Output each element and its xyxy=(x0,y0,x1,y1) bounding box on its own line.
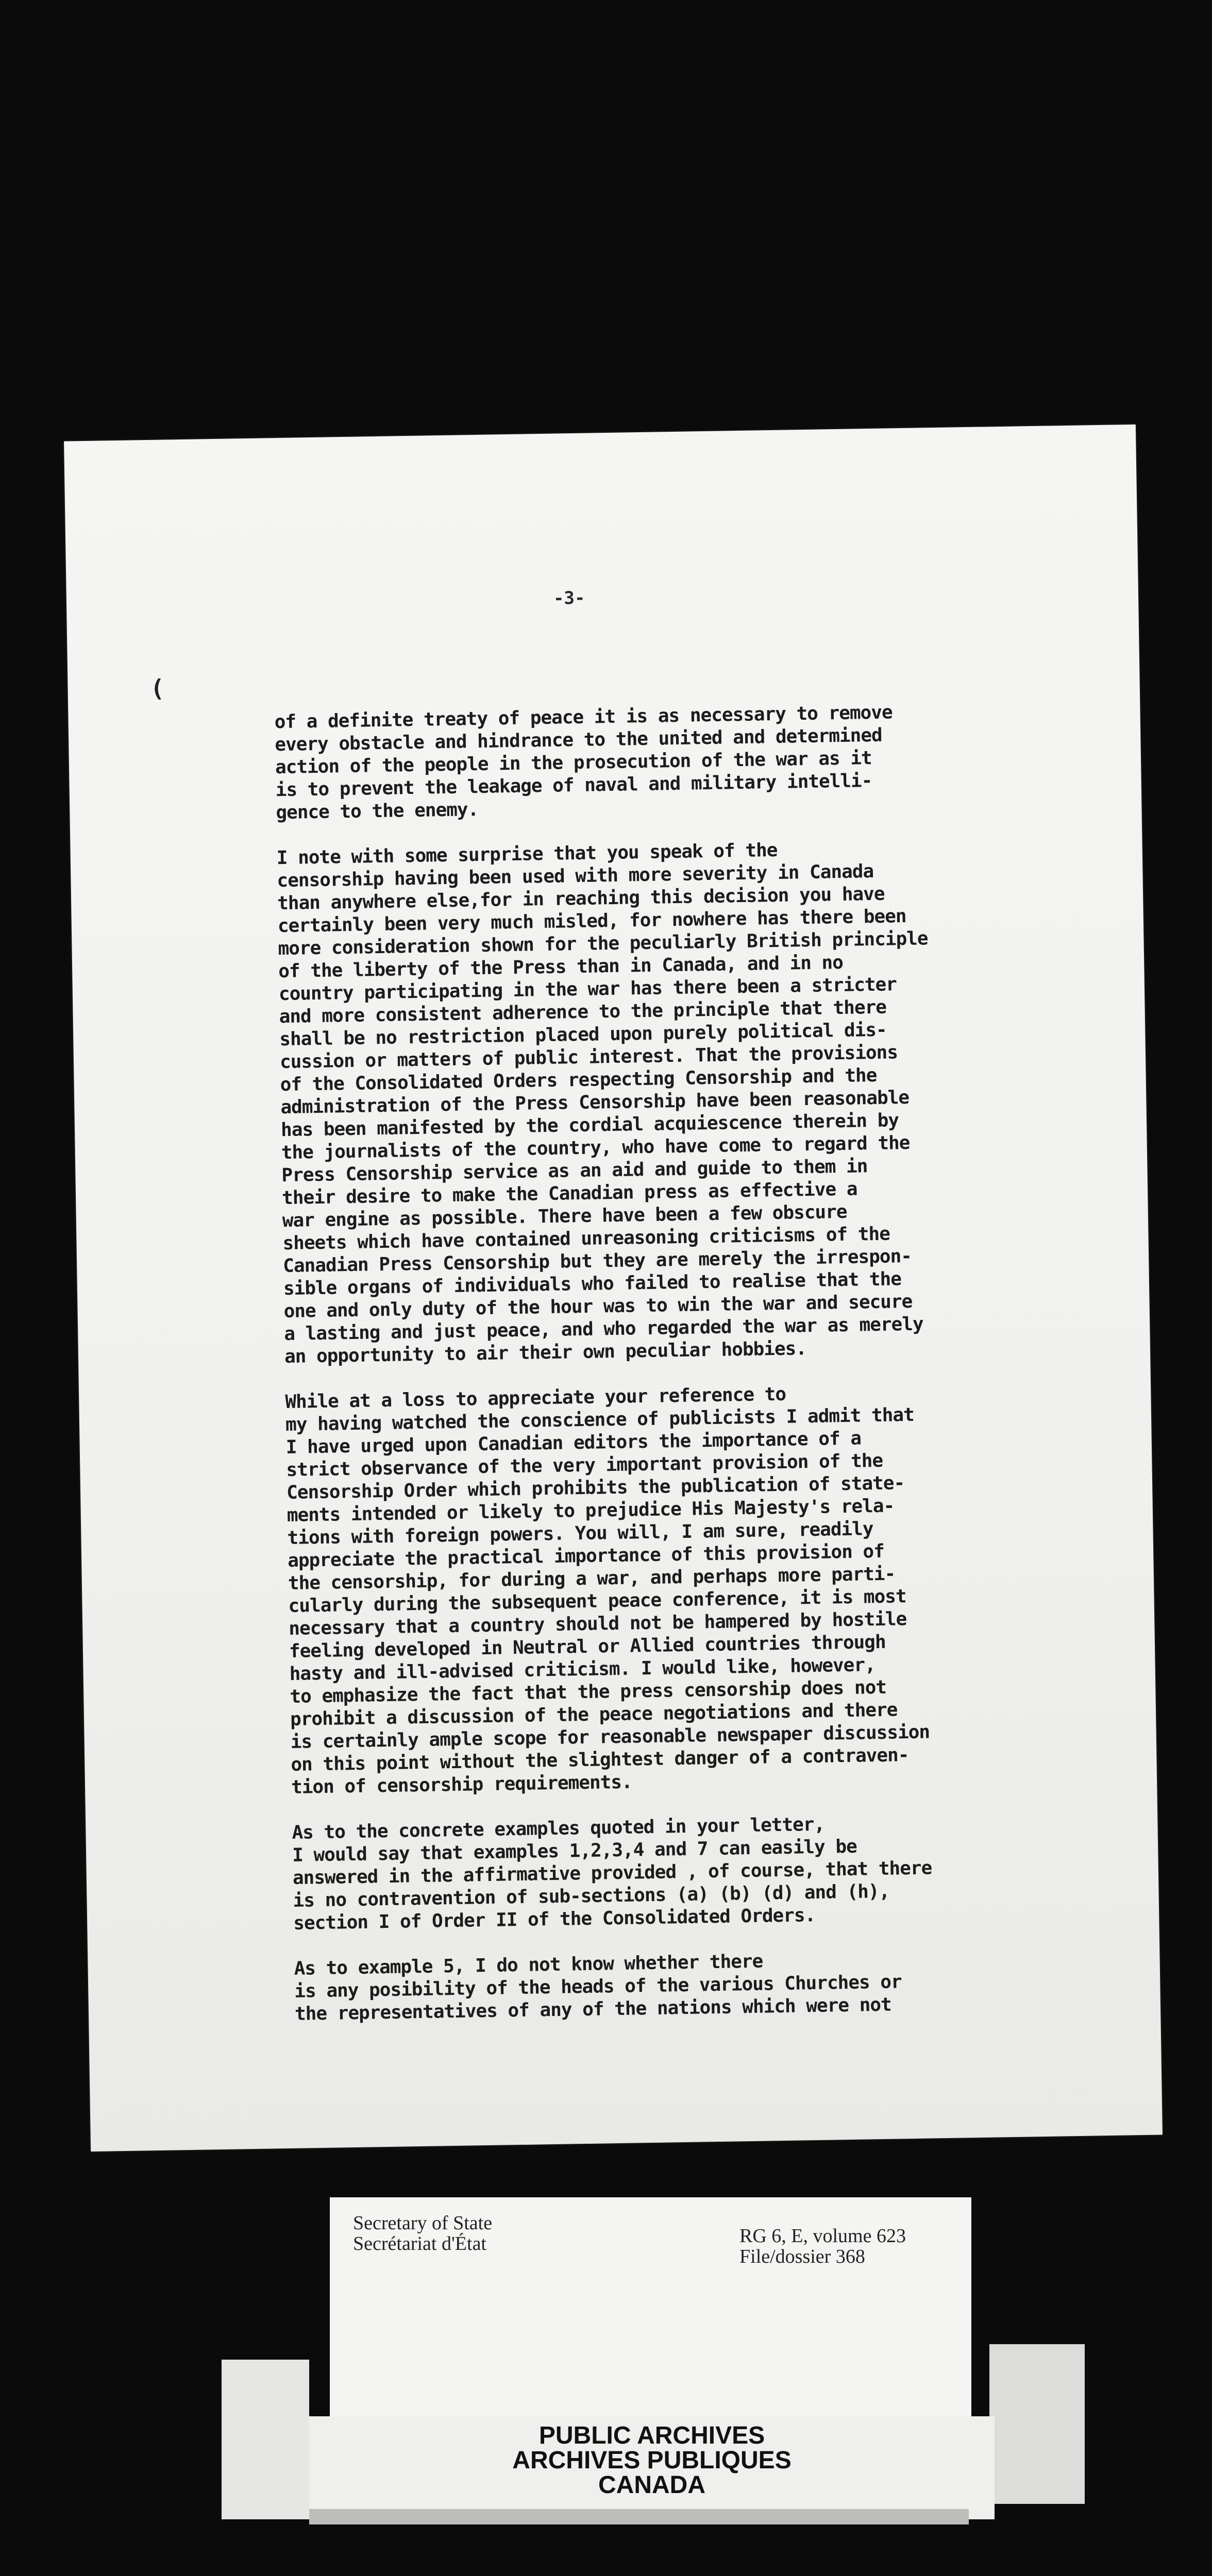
file-dossier: File/dossier 368 xyxy=(739,2246,865,2267)
text-line: than anywhere else,for in reaching this decision you have xyxy=(277,883,885,914)
text-line: necessary that a country should not be hampered by hostile xyxy=(288,1608,907,1639)
text-line: cularly during the subsequent peace conference, it is most xyxy=(288,1586,906,1617)
archive-stamp-line: CANADA xyxy=(598,2471,705,2499)
record-group-volume: RG 6, E, volume 623 xyxy=(739,2225,906,2247)
text-line: Press Censorship service as an aid and guide to them in xyxy=(281,1156,868,1187)
text-line: is no contravention of sub-sections (a) (b) (d) and (h), xyxy=(293,1880,890,1911)
text-line: gence to the enemy. xyxy=(276,799,479,824)
paragraph xyxy=(294,1946,1057,2026)
archive-stamp-band xyxy=(309,2416,995,2519)
text-line: my having watched the conscience of publicists I admit that xyxy=(285,1404,915,1436)
text-line: strict observance of the very important provision of the xyxy=(286,1450,883,1481)
text-line: is any posibility of the heads of the various Churches or xyxy=(294,1971,902,2002)
text-line: feeling developed in Neutral or Allied countries through xyxy=(289,1631,886,1662)
page-number: -3- xyxy=(553,587,585,609)
card-shadow xyxy=(309,2509,969,2524)
text-line: of a definite treaty of peace it is as necessary to remove xyxy=(274,702,893,733)
text-line: Canadian Press Censorship but they are merely the irrespon- xyxy=(282,1245,912,1277)
text-line: more consideration shown for the peculiarly British principle xyxy=(278,928,928,960)
text-line: sheets which have contained unreasoning criticisms of the xyxy=(282,1223,890,1255)
department-english: Secretary of State xyxy=(353,2212,493,2234)
text-line: is certainly ample scope for reasonable newspaper discussion xyxy=(290,1721,930,1753)
text-line: I have urged upon Canadian editors the importance of a xyxy=(285,1428,862,1459)
archive-label-card xyxy=(330,2197,971,2439)
text-line: an opportunity to air their own peculiar hobbies. xyxy=(284,1338,807,1368)
text-line: their desire to make the Canadian press as effective a xyxy=(281,1178,857,1209)
text-line: action of the people in the prosecution of the war as it xyxy=(275,747,872,778)
text-line: war engine as possible. There have been a few obscure xyxy=(282,1201,847,1232)
text-line: I would say that examples 1,2,3,4 and 7 can easily be xyxy=(292,1836,857,1866)
text-line: cussion or matters of public interest. That the provisions xyxy=(279,1042,898,1073)
film-strip-right xyxy=(989,2344,1085,2504)
text-line: prohibit a discussion of the peace negotiations and there xyxy=(290,1699,898,1730)
text-line: While at a loss to appreciate your reference to xyxy=(285,1383,786,1413)
text-line: of the liberty of the Press than in Canada, and in no xyxy=(278,952,844,982)
text-line: country participating in the war has there been a stricter xyxy=(278,974,897,1005)
text-line: As to example 5, I do not know whether there xyxy=(294,1951,763,1979)
paragraph xyxy=(276,835,1047,1368)
document-page xyxy=(64,425,1163,2151)
text-line: the journalists of the country, who have come to regard the xyxy=(281,1132,910,1164)
text-line: the representatives of any of the nations which were not xyxy=(294,1994,891,2025)
text-line: one and only duty of the hour was to win the war and secure xyxy=(283,1291,913,1323)
text-line: I note with some surprise that you speak of the xyxy=(276,839,778,869)
text-line: of the Consolidated Orders respecting Censorship and the xyxy=(280,1064,877,1096)
film-strip-left xyxy=(222,2360,309,2519)
text-line: answered in the affirmative provided , of course, that there xyxy=(292,1857,932,1889)
archive-stamp-line: ARCHIVES PUBLIQUES xyxy=(512,2447,792,2474)
text-line: ments intended or likely to prejudice His Majesty's rela- xyxy=(287,1495,895,1526)
margin-mark: ( xyxy=(150,674,165,702)
archive-stamp-line: PUBLIC ARCHIVES xyxy=(538,2422,765,2449)
text-line: As to the concrete examples quoted in your letter, xyxy=(292,1814,825,1843)
text-line: Censorship Order which prohibits the publication of state- xyxy=(286,1472,905,1504)
text-line: on this point without the slightest danger of a contraven- xyxy=(291,1744,909,1775)
archive-department xyxy=(353,2213,492,2254)
paragraph xyxy=(292,1810,1056,1935)
text-line: the censorship, for during a war, and perhaps more parti- xyxy=(288,1563,896,1594)
text-line: tion of censorship requirements. xyxy=(291,1771,632,1798)
text-line: is to prevent the leakage of naval and military intelli- xyxy=(275,770,872,801)
text-line: administration of the Press Censorship have been reasonable xyxy=(280,1087,910,1118)
letter-body xyxy=(274,699,1058,2048)
text-line: shall be no restriction placed upon purely political dis- xyxy=(279,1019,887,1050)
paragraph xyxy=(285,1379,1054,1799)
department-french: Secrétariat d'État xyxy=(353,2233,486,2255)
paragraph xyxy=(274,699,1038,824)
text-line: censorship having been used with more severity in Canada xyxy=(277,860,874,892)
text-line: tions with foreign powers. You will, I am sure, readily xyxy=(287,1518,873,1549)
text-line: and more consistent adherence to the principle that there xyxy=(279,996,887,1028)
text-line: section I of Order II of the Consolidated Orders. xyxy=(293,1904,816,1934)
text-line: a lasting and just peace, and who regarded the war as merely xyxy=(284,1313,923,1345)
text-line: has been manifested by the cordial acquiescence therein by xyxy=(280,1110,899,1141)
archive-stamp xyxy=(309,2424,995,2498)
text-line: hasty and ill-advised criticism. I would like, however, xyxy=(289,1654,876,1685)
text-line: certainly been very much misled, for nowhere has there been xyxy=(277,905,906,937)
archive-reference xyxy=(739,2226,906,2267)
text-line: sible organs of individuals who failed to realise that the xyxy=(283,1268,902,1300)
text-line: every obstacle and hindrance to the united and determined xyxy=(275,724,882,756)
text-line: appreciate the practical importance of this provision of xyxy=(287,1540,885,1571)
text-line: to emphasize the fact that the press censorship does not xyxy=(290,1676,887,1707)
